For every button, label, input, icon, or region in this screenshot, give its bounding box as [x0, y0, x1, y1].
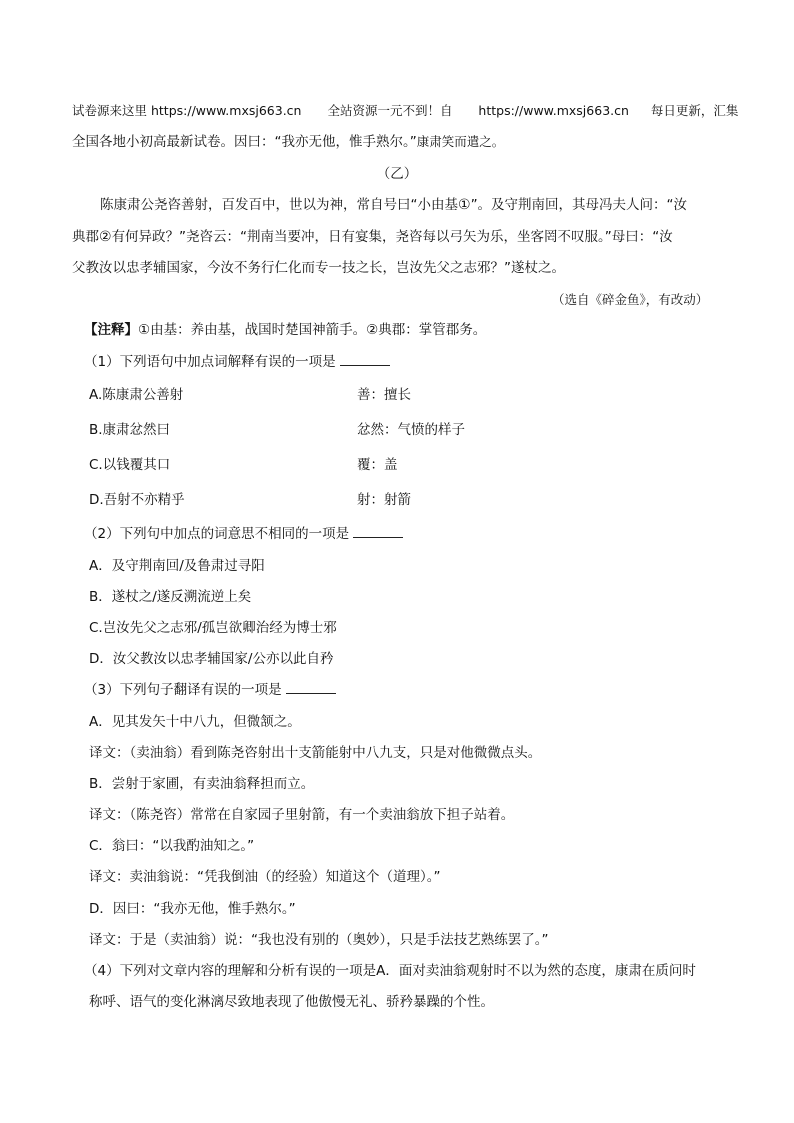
- notes-label: 【注释】: [84, 322, 138, 338]
- passage-label: （乙）: [376, 166, 418, 182]
- q2-option-d: D．汝父教汝以忠孝辅国家/公亦以此自矜: [89, 651, 334, 667]
- q2-stem: [84, 524, 403, 544]
- q3-answer-blank: [286, 681, 336, 694]
- note-mark-2: ②: [99, 229, 112, 245]
- q1-stem: [84, 352, 390, 372]
- passage-line-3: 父教汝以忠孝辅国家，今汝不务行仁化而专一技之长，岂汝先父之志邪？”遂杖之。: [72, 260, 565, 276]
- q2-answer-blank: [353, 525, 403, 538]
- q2-option-a: A．及守荆南回/及鲁肃过寻阳: [89, 558, 265, 574]
- q1-option-d-gloss: 射：射箭: [357, 492, 411, 508]
- intro-text: 全国各地小初高最新试卷。因曰：“我亦无他，惟手熟尔。”: [72, 134, 417, 150]
- q3-translation-a: 译文：（卖油翁）看到陈尧咨射出十支箭能射中八九支，只是对他微微点头。: [89, 745, 542, 761]
- q4-line-1: （4）下列对文章内容的理解和分析有误的一项是A．面对卖油翁观射时不以为然的态度，康肃在质问时: [84, 963, 696, 979]
- passage-p2b: 有何异政？”尧咨云：“荆南当要冲，日有宴集，尧咨每以弓矢为乐，坐客罔不叹服。”母曰：“汝: [111, 229, 673, 245]
- header-line: [72, 101, 738, 121]
- q4-line-2: 称呼、语气的变化淋漓尽致地表现了他傲慢无礼、骄矜暴躁的个性。: [89, 994, 494, 1010]
- q3-stem-text: （3）下列句子翻译有误的一项是: [84, 682, 282, 698]
- passage-line-1: [100, 195, 687, 215]
- header-text-2: 全站资源一元不到！自: [327, 103, 453, 118]
- q1-option-c: C.以钱覆其口: [89, 457, 171, 473]
- header-text-3: https://www.mxsj663.cn: [478, 103, 629, 118]
- q1-answer-blank: [340, 353, 390, 366]
- passage-line-2: [72, 227, 673, 247]
- q3-translation-d: 译文：于是（卖油翁）说：“我也没有别的（奥妙），只是手法技艺熟练罢了。”: [89, 932, 549, 948]
- q1-option-a-gloss: 善：擅长: [357, 387, 411, 403]
- q2-option-b: B．遂杖之/遂反溯流逆上矣: [89, 589, 252, 605]
- note-mark-1: ①: [458, 197, 471, 213]
- q1-option-a: A.陈康肃公善射: [89, 387, 184, 403]
- intro-tail: 康肃笑而遣之。: [416, 134, 505, 149]
- q1-option-b-gloss: 忿然：气愤的样子: [357, 422, 465, 438]
- q1-option-d: D.吾射不亦精乎: [89, 492, 185, 508]
- q3-option-a: A．见其发矢十中八九，但微颔之。: [89, 714, 301, 730]
- header-text-1: 试卷源来这里 https://www.mxsj663.cn: [72, 103, 302, 118]
- q3-option-b: B．尝射于家圃，有卖油翁释担而立。: [89, 776, 315, 792]
- q3-option-d: D．因曰：“我亦无他，惟手熟尔。”: [89, 901, 296, 917]
- passage-p2a: 典郡: [72, 229, 99, 245]
- q1-option-b: B.康肃忿然曰: [89, 422, 171, 438]
- q3-translation-b: 译文：（陈尧咨）常常在自家园子里射箭，有一个卖油翁放下担子站着。: [89, 807, 515, 823]
- q2-option-c: C.岂汝先父之志邪/孤岂欲卿治经为博士邪: [89, 620, 337, 636]
- q3-option-c: C．翁曰：“以我酌油知之。”: [89, 838, 255, 854]
- q1-option-c-gloss: 覆：盖: [357, 457, 398, 473]
- passage-p1a: 陈康肃公尧咨善射，百发百中，世以为神，常自号曰“小由基: [100, 197, 458, 213]
- q3-translation-c: 译文：卖油翁说：“凭我倒油（的经验）知道这个（道理）。”: [89, 869, 441, 885]
- notes-text: ①由基：养由基，战国时楚国神箭手。②典郡：掌管郡务。: [138, 322, 487, 338]
- notes-line: [84, 320, 486, 340]
- q1-stem-text: （1）下列语句中加点词解释有误的一项是: [84, 354, 336, 370]
- passage-p1b: ”。及守荆南回，其母冯夫人问：“汝: [470, 197, 688, 213]
- q3-stem: [84, 680, 336, 700]
- header-text-4: 每日更新，汇集: [650, 103, 739, 118]
- q2-stem-text: （2）下列句中加点的词意思不相同的一项是: [84, 526, 350, 542]
- intro-line: [72, 132, 504, 152]
- passage-source: （选自《碎金鱼》，有改动）: [552, 292, 709, 307]
